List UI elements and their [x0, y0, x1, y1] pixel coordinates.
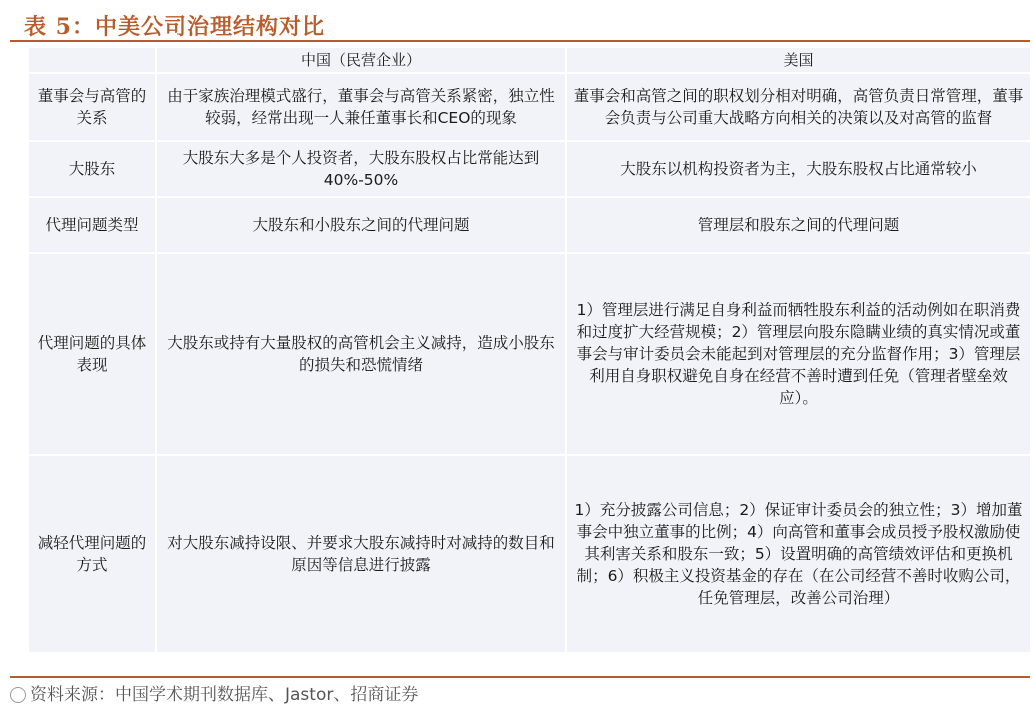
us-cell: 1）充分披露公司信息；2）保证审计委员会的独立性；3）增加董事会中独立董事的比例；4）向高管和董事会成员授予股权激励使其利害关系和股东一致；5）设置明确的高管绩效评估和更换机制；6）积极主义投资基金的存在（在公司经营不善时收购公司，任免管理层，改善公司治理） [566, 455, 1031, 653]
table-row [28, 197, 1031, 253]
header-us: 美国 [566, 47, 1031, 73]
us-cell: 1）管理层进行满足自身利益而牺牲股东利益的活动例如在职消费和过度扩大经营规模；2）管理层向股东隐瞒业绩的真实情况或董事会与审计委员会未能起到对管理层的充分监督作用；3）管理层利用自身职权避免自身在经营不善时遭到任免（管理者壁垒效应）。 [566, 253, 1031, 455]
table-row [28, 455, 1031, 653]
comparison-table [27, 46, 1032, 654]
row-label: 大股东 [28, 141, 156, 197]
header-corner [28, 47, 156, 73]
header-china: 中国（民营企业） [156, 47, 566, 73]
row-label: 董事会与高管的关系 [28, 73, 156, 141]
table-row [28, 73, 1031, 141]
watermark-icon [10, 687, 26, 703]
header-row [28, 47, 1031, 73]
china-cell: 由于家族治理模式盛行，董事会与高管关系紧密，独立性较弱，经常出现一人兼任董事长和CEO的现象 [156, 73, 566, 141]
china-cell: 大股东大多是个人投资者，大股东股权占比常能达到40%-50% [156, 141, 566, 197]
us-cell: 董事会和高管之间的职权划分相对明确，高管负责日常管理，董事会负责与公司重大战略方向相关的决策以及对高管的监督 [566, 73, 1031, 141]
us-cell: 管理层和股东之间的代理问题 [566, 197, 1031, 253]
source-note [10, 680, 418, 705]
row-label: 代理问题的具体表现 [28, 253, 156, 455]
us-cell: 大股东以机构投资者为主，大股东股权占比通常较小 [566, 141, 1031, 197]
row-label: 代理问题类型 [28, 197, 156, 253]
china-cell: 大股东或持有大量股权的高管机会主义减持，造成小股东的损失和恐慌情绪 [156, 253, 566, 455]
table-row [28, 141, 1031, 197]
table-row [28, 253, 1031, 455]
source-text: 资料来源：中国学术期刊数据库、Jastor、招商证券 [30, 685, 419, 705]
china-cell: 对大股东减持设限、并要求大股东减持时对减持的数目和原因等信息进行披露 [156, 455, 566, 653]
table-title: 表 5：中美公司治理结构对比 [24, 14, 325, 40]
row-label: 减轻代理问题的方式 [28, 455, 156, 653]
bottom-divider [10, 676, 1030, 678]
title-bar [10, 6, 1030, 42]
china-cell: 大股东和小股东之间的代理问题 [156, 197, 566, 253]
